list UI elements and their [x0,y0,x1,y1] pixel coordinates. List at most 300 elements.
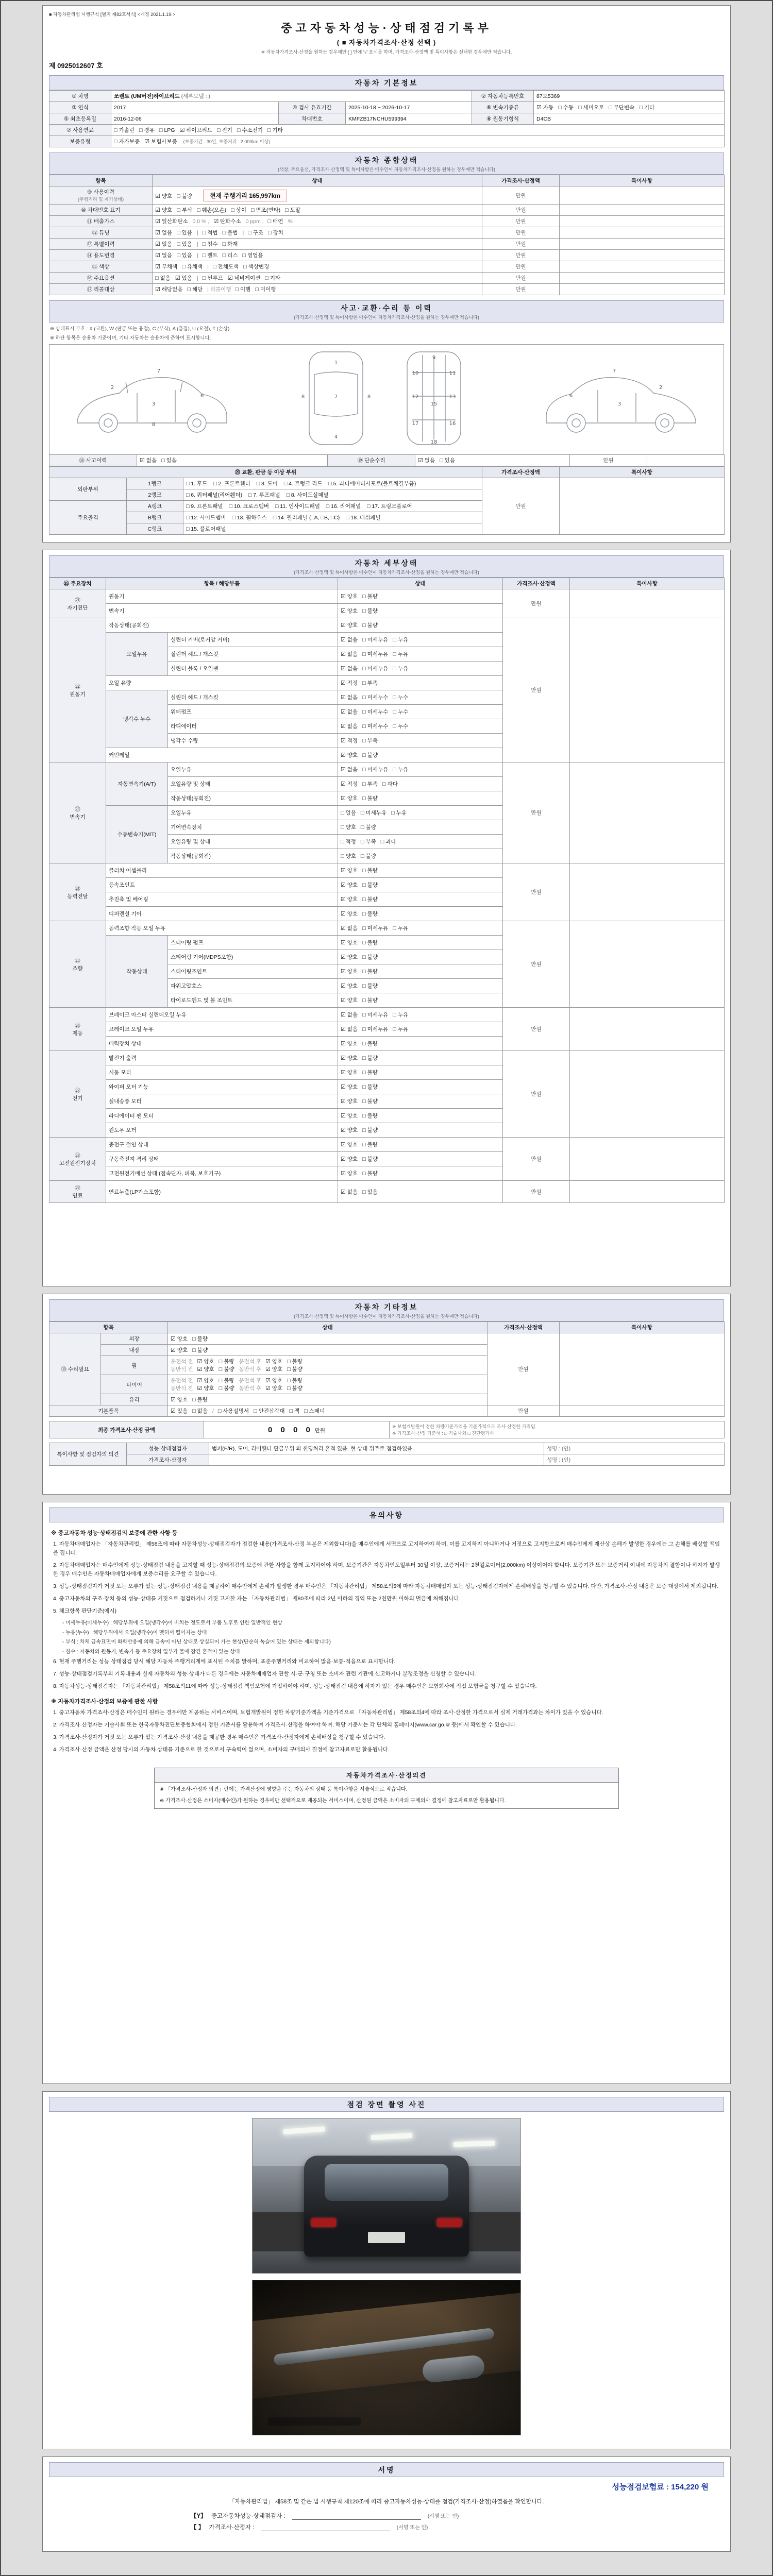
checkbox-icon: □ [362,767,366,773]
checkbox-불량[interactable]: □ 불량 [362,1084,378,1090]
checkbox-없음[interactable]: ☑ 없음 [155,230,173,236]
status-text: 동반석 전 [171,1385,193,1392]
checkbox-부식[interactable]: □ 부식 [177,207,192,213]
checkbox-수소전기[interactable]: □ 수소전기 [237,127,263,133]
checkbox-누수[interactable]: □ 누수 [393,709,409,715]
checkbox-양호[interactable]: ☑ 양호 [341,1127,358,1133]
checkbox-구조[interactable]: □ 구조 [248,230,264,236]
checkbox-있음[interactable]: ☑ 있음 [175,275,192,281]
inspection-photo-rear [252,2118,521,2274]
checkbox-양호[interactable]: ☑ 양호 [341,608,358,614]
status-cell [338,806,503,820]
checkbox-해당[interactable]: □ 해당 [187,286,203,293]
checkbox-없음[interactable]: ☑ 없음 [341,709,358,715]
checkbox-양호[interactable]: ☑ 양호 [341,1156,358,1162]
checkbox-적법[interactable]: □ 적법 [202,230,218,236]
checkbox-불량[interactable]: □ 불량 [362,940,378,946]
part-checkbox[interactable]: □ 14. 필러패널 (□A, □B, □C) [273,515,340,521]
section-notice: 유의사항 [49,1507,724,1522]
notice-subitem: - 침수 : 자동차의 원동기, 변속기 등 주요장치 일부가 물에 잠긴 흔적이 있는 상태 [62,1649,240,1655]
checkbox-양호[interactable]: ☑ 양호 [265,1378,283,1384]
checkbox-양호[interactable]: ☑ 양호 [341,983,358,989]
checkbox-icon: □ [268,230,272,236]
checkbox-양호[interactable]: ☑ 양호 [341,1055,358,1061]
part-checkbox[interactable]: □ 13. 휠하우스 [232,515,267,521]
checkbox-양호[interactable]: ☑ 양호 [265,1359,283,1365]
remark-cell [560,205,725,216]
part-checkbox[interactable]: □ 16. 리어패널 [326,503,361,510]
checkbox-미세누유[interactable]: □ 미세누유 [362,925,389,931]
checkbox-icon: ☑ [341,680,346,686]
status-cell [338,777,503,791]
status-cell [153,187,482,205]
checkbox-누수[interactable]: □ 누수 [393,723,409,730]
checkbox-변조(변타)[interactable]: □ 변조(변타) [250,207,281,213]
part-checkbox[interactable]: □ 18. 대쉬패널 [346,515,381,521]
checkbox-전기[interactable]: □ 전기 [217,127,232,133]
checkbox-전체도색[interactable]: □ 전체도색 [212,264,239,270]
part-checkbox[interactable]: □ 11. 인사이드패널 [275,503,320,510]
checkbox-없음[interactable]: ☑ 없음 [341,723,358,730]
checkbox-없음[interactable]: ☑ 없음 [341,925,358,931]
checkbox-없음[interactable]: ☑ 없음 [155,241,173,247]
status-text: | 리콜이행 [207,286,231,293]
checkbox-누유[interactable]: □ 누유 [393,1026,409,1032]
checkbox-미세누수[interactable]: □ 미세누수 [362,709,389,715]
signature-line[interactable] [292,2513,421,2520]
checkbox-양호[interactable]: ☑ 양호 [341,1098,358,1105]
checkbox-누유[interactable]: □ 누유 [393,651,409,657]
checkbox-누유[interactable]: □ 누유 [393,1012,409,1018]
svg-text:13: 13 [449,394,456,400]
checkbox-양호[interactable]: ☑ 양호 [341,954,358,960]
checkbox-부족[interactable]: □ 부족 [360,839,376,845]
checkbox-불량[interactable]: □ 불량 [362,882,378,888]
item-cell: 추진축 및 베어링 [106,892,338,907]
label-cell: ㉖ 제동 [49,1008,106,1051]
item-cell: 오일유량 및 상태 [168,777,338,791]
checkbox-양호[interactable]: ☑ 양호 [341,868,358,874]
checkbox-양호[interactable]: ☑ 양호 [171,1347,188,1353]
checkbox-보험사보증[interactable]: ☑ 보험사보증 [144,139,177,145]
checkbox-양호[interactable]: ☑ 양호 [171,1336,188,1342]
checkbox-불량[interactable]: □ 불량 [287,1385,303,1392]
checkbox-없음[interactable]: ☑ 없음 [341,694,358,701]
checkbox-기타[interactable]: □ 기타 [639,105,655,111]
checkbox-양호[interactable]: ☑ 양호 [341,1070,358,1076]
checkbox-썬루프[interactable]: □ 썬루프 [202,275,223,281]
checkbox-미세누수[interactable]: □ 미세누수 [362,723,389,730]
checkbox-불법[interactable]: □ 불법 [222,230,238,236]
label-cell: 2랭크 [127,489,183,501]
checkbox-불량[interactable]: □ 불량 [362,622,378,629]
checkbox-있음[interactable]: ☑ 있음 [171,1408,188,1414]
checkbox-불량[interactable]: □ 불량 [362,954,378,960]
item-cell: 브레이크 마스터 실린더오일 누유 [106,1008,338,1022]
checkbox-자동[interactable]: ☑ 자동 [536,105,554,111]
checkbox-불량[interactable]: □ 불량 [360,824,376,831]
page-subtitle-note: ※ 자동차가격조사·산정을 원하는 경우에만 [ ] 안에 '√' 표시를 하며, 가격조사·산정액 및 특이사항은 선택한 경우에만 적습니다. [261,49,512,55]
checkbox-양호[interactable]: ☑ 양호 [341,896,358,903]
checkbox-무단변속[interactable]: □ 무단변속 [609,105,635,111]
block-notice [42,1502,731,2084]
status-text: 동반석 전 [171,1366,193,1372]
checkbox-불량[interactable]: □ 불량 [362,795,378,802]
checkbox-미세누유[interactable]: □ 미세누유 [362,637,389,643]
checkbox-불량[interactable]: □ 불량 [362,1070,378,1076]
price-cell: 만원 [503,762,570,863]
checkbox-icon: ☑ [418,457,423,464]
status-text: | [207,264,209,270]
checkbox-미세누유[interactable]: □ 미세누유 [362,651,389,657]
checkbox-없음[interactable]: □ 없음 [192,1408,208,1414]
checkbox-icon: □ [393,666,396,672]
checkbox-네비게이션[interactable]: ☑ 네비게이션 [227,275,261,281]
checkbox-양호[interactable]: ☑ 양호 [341,1171,358,1177]
checkbox-이행[interactable]: □ 이행 [235,286,251,293]
checkbox-양호[interactable]: ☑ 양호 [155,193,173,199]
part-checkbox[interactable]: □ 1. 후드 [186,481,208,487]
checkbox-화재[interactable]: □ 화재 [222,241,238,247]
checkbox-침수[interactable]: □ 침수 [202,241,218,247]
price-cell: 만원 [482,239,560,250]
checkbox-잭[interactable]: □ 잭 [289,1408,300,1414]
checkbox-불량[interactable]: □ 불량 [362,1098,378,1105]
fuel-options [111,125,725,136]
checkbox-icon: □ [362,651,366,657]
checkbox-상이[interactable]: □ 상이 [231,207,246,213]
overall-condition-table [49,175,725,295]
checkbox-icon: ☑ [341,781,346,787]
checkbox-미세누유[interactable]: □ 미세누유 [362,1012,389,1018]
checkbox-색상변경[interactable]: □ 색상변경 [243,264,270,270]
checkbox-양호[interactable]: ☑ 양호 [341,882,358,888]
checkbox-없음[interactable]: ☑ 없음 [341,767,358,773]
label-cell: 외판부위 [49,478,127,501]
part-checkbox[interactable]: □ 7. 루프패널 [248,492,280,498]
checkbox-미세누수[interactable]: □ 미세누수 [362,694,389,701]
checkbox-양호[interactable]: ☑ 양호 [155,207,173,213]
checkbox-icon: □ [639,105,643,111]
checkbox-icon: ☑ [341,954,346,960]
checkbox-양호[interactable]: □ 양호 [341,824,356,831]
svg-text:1: 1 [334,360,338,366]
part-checkbox[interactable]: □ 3. 도어 [256,481,278,487]
checkbox-세미오토[interactable]: □ 세미오토 [578,105,604,111]
status-text: 운전석 후 [239,1378,261,1384]
checkbox-icon: □ [265,275,268,281]
checkbox-누유[interactable]: □ 누유 [393,637,409,643]
checkbox-자가보증[interactable]: □ 자가보증 [114,139,140,145]
checkbox-누유[interactable]: □ 누유 [391,810,407,816]
checkbox-불량[interactable]: □ 불량 [362,594,378,600]
checkbox-리스[interactable]: □ 리스 [222,252,238,259]
checkbox-누유[interactable]: □ 누유 [393,925,409,931]
checkbox-미세누유[interactable]: □ 미세누유 [362,1026,389,1032]
detail-condition-table [49,578,725,1203]
checkbox-안전삼각대[interactable]: □ 안전삼각대 [254,1408,285,1414]
checkbox-양호[interactable]: ☑ 양호 [197,1359,214,1365]
checkbox-유채색[interactable]: □ 유채색 [182,264,203,270]
checkbox-양호[interactable]: ☑ 양호 [341,795,358,802]
checkbox-과다[interactable]: □ 과다 [380,839,396,845]
svg-text:16: 16 [449,421,456,427]
checkbox-양호[interactable]: ☑ 양호 [197,1385,214,1392]
svg-text:11: 11 [449,370,456,376]
checkbox-해당없음[interactable]: ☑ 해당없음 [155,286,183,293]
checkbox-무채색[interactable]: ☑ 무채색 [155,264,178,270]
checkbox-일산화탄소[interactable]: ☑ 일산화탄소 [155,218,188,225]
checkbox-icon: □ [362,1189,366,1195]
price-cell: 만원 [503,1008,570,1051]
checkbox-수동[interactable]: □ 수동 [558,105,574,111]
checkbox-양호[interactable]: ☑ 양호 [341,911,358,917]
checkbox-양호[interactable]: ☑ 양호 [341,622,358,629]
checkbox-미세누유[interactable]: □ 미세누유 [360,810,387,816]
checkbox-과다[interactable]: □ 과다 [382,781,398,787]
status-cell [338,1094,503,1109]
item-cell: 디퍼렌셜 기어 [106,907,338,921]
checkbox-icon: □ [267,127,271,133]
checkbox-없음[interactable]: ☑ 없음 [418,457,435,464]
checkbox-미세누유[interactable]: □ 미세누유 [362,666,389,672]
checkbox-불량[interactable]: □ 불량 [362,997,378,1004]
checkbox-icon: □ [219,1366,223,1372]
checkbox-누유[interactable]: □ 누유 [393,767,409,773]
checkbox-양호[interactable]: ☑ 양호 [197,1378,214,1384]
checkbox-없음[interactable]: ☑ 없음 [341,1026,358,1032]
checkbox-icon: □ [362,795,366,802]
item-cell: 커먼레일 [106,748,338,762]
part-checkbox[interactable]: □ 2. 프론트휀더 [213,481,250,487]
checkbox-부족[interactable]: □ 부족 [362,738,378,744]
checkbox-양호[interactable]: ☑ 양호 [265,1366,283,1372]
overall-row [49,205,725,216]
checkbox-렌트[interactable]: □ 렌트 [202,252,218,259]
label-cell: ㉕ 조향 [49,921,106,1008]
checkbox-icon: □ [219,1385,223,1392]
checkbox-없음[interactable]: □ 없음 [155,275,171,281]
checkbox-있음[interactable]: □ 있음 [362,1189,378,1195]
inspection-insurance-fee [49,2481,709,2492]
checkbox-없음[interactable]: ☑ 없음 [341,1012,358,1018]
checkbox-불량[interactable]: □ 불량 [362,1171,378,1177]
checkbox-사용설명서[interactable]: □ 사용설명서 [217,1408,249,1414]
checkbox-불량[interactable]: □ 불량 [192,1336,208,1342]
checkbox-부족[interactable]: □ 부족 [362,781,378,787]
checkbox-부족[interactable]: □ 부족 [362,680,378,686]
checkbox-양호[interactable]: ☑ 양호 [341,969,358,975]
opinion-row [49,1454,725,1466]
value-cell [534,102,725,113]
checkbox-icon: □ [196,207,200,213]
price-cell: 만원 [482,250,560,261]
checkbox-양호[interactable]: ☑ 양호 [341,594,358,600]
label-cell: 자동변속기(A/T) [106,762,168,806]
checkbox-있음[interactable]: □ 있음 [440,457,455,464]
notice-item: 3. 성능·상태점검자가 거짓 또는 오류가 있는 성능·상태점검 내용을 제공하여 매수인에게 손해가 발생한 경우 매수인은 「자동차관리법」 제58조의5에 따라 자동차매매업자 또는 성능·상태점검자에게 손해배상을 청구할 수 있습니다. 다만, 가격조사·산정 내용은 보증 대상에서 제외됩니다. [53,1583,718,1589]
checkbox-icon: □ [360,810,364,816]
checkbox-불량[interactable]: □ 불량 [177,193,192,199]
checkbox-양호[interactable]: ☑ 양호 [341,752,358,758]
checkbox-icon: ☑ [341,1012,346,1018]
checkbox-있음[interactable]: □ 있음 [177,252,192,259]
checkbox-icon: ☑ [155,252,160,259]
label-cell: ⑫ 튜닝 [49,227,153,239]
checkbox-적정[interactable]: □ 적정 [341,839,356,845]
item-cell: 연료누출(LP가스포함) [106,1181,338,1203]
checkbox-적정[interactable]: ☑ 적정 [341,781,358,787]
checkbox-훼손(오손)[interactable]: □ 훼손(오손) [196,207,227,213]
checkbox-icon: □ [222,252,226,259]
checkbox-불량[interactable]: □ 불량 [192,1397,208,1403]
checkbox-icon: ☑ [341,1098,346,1105]
remark-cell [570,618,725,762]
checkbox-양호[interactable]: ☑ 양호 [341,1084,358,1090]
part-checkbox[interactable]: □ 6. 쿼터패널(리어휀더) [186,492,243,498]
part-checkbox[interactable]: □ 9. 프론트패널 [186,503,223,510]
status-text: % [288,218,293,225]
checkbox-불량[interactable]: □ 불량 [362,983,378,989]
checkbox-매연[interactable]: □ 매연 [267,218,283,225]
part-checkbox[interactable]: □ 4. 트렁크 리드 [283,481,323,487]
checkbox-불량[interactable]: □ 불량 [219,1359,234,1365]
column-header: 상태 [153,175,482,187]
checkbox-불량[interactable]: □ 불량 [219,1385,234,1392]
checkbox-있음[interactable]: □ 있음 [161,457,177,464]
checkbox-불량[interactable]: □ 불량 [362,1156,378,1162]
checkbox-양호[interactable]: ☑ 양호 [341,1142,358,1148]
checkbox-icon: □ [362,1156,366,1162]
checkbox-없음[interactable]: ☑ 없음 [140,457,157,464]
parts-cell [183,523,482,535]
checkbox-icon: □ [362,694,366,701]
notice-body [49,1529,724,1754]
page-title: 중고자동차성능·상태점검기록부 [281,22,492,35]
checkbox-불량[interactable]: □ 불량 [219,1366,234,1372]
checkbox-불량[interactable]: □ 불량 [192,1347,208,1353]
checkbox-경유[interactable]: □ 경유 [139,127,155,133]
checkbox-기타[interactable]: □ 기타 [267,127,283,133]
checkbox-미세누유[interactable]: □ 미세누유 [362,767,389,773]
checkbox-하이브리드[interactable]: ☑ 하이브리드 [179,127,212,133]
part-checkbox[interactable]: □ 15. 플로어패널 [186,526,226,532]
checkbox-누유[interactable]: □ 누유 [393,666,409,672]
checkbox-양호[interactable]: ☑ 양호 [341,997,358,1004]
status-cell [338,604,503,618]
checkbox-도말[interactable]: □ 도말 [285,207,300,213]
checkbox-없음[interactable]: ☑ 없음 [155,252,173,259]
checkbox-불량[interactable]: □ 불량 [362,868,378,874]
status-cell [153,261,482,273]
checkbox-스패너[interactable]: □ 스패너 [304,1408,325,1414]
checkbox-누수[interactable]: □ 누수 [393,694,409,701]
checkbox-LPG[interactable]: □ LPG [159,127,175,133]
checkbox-기타[interactable]: □ 기타 [265,275,281,281]
checkbox-불량[interactable]: □ 불량 [362,911,378,917]
checkbox-적정[interactable]: ☑ 적정 [341,680,358,686]
checkbox-icon: □ [222,241,226,247]
part-checkbox[interactable]: □ 10. 크로스멤버 [229,503,270,510]
checkbox-icon: □ [362,723,366,730]
checkbox-없음[interactable]: ☑ 없음 [341,651,358,657]
label-cell: ⑮ 색상 [49,261,153,273]
checkbox-가솔린[interactable]: □ 가솔린 [114,127,135,133]
checkbox-적정[interactable]: ☑ 적정 [341,738,358,744]
item-cell: 작동상태(공회전) [168,791,338,806]
value-cell: 87오5369 [534,91,725,102]
checkbox-양호[interactable]: ☑ 양호 [197,1366,214,1372]
checkbox-양호[interactable]: ☑ 양호 [341,940,358,946]
checkbox-icon: □ [202,252,206,259]
part-checkbox[interactable]: □ 17. 트렁크플로어 [367,503,412,510]
signer-row [191,2512,582,2520]
final-price-notes: ※ 보험개발원이 정한 차량기준가액을 기준가격으로 조사·산정한 가격임 ※ 가격조사·산정 기준서 : □ 기술사회 □ 진단평가사 [390,1421,725,1438]
checkbox-있음[interactable]: □ 있음 [177,241,192,247]
status-cell [338,748,503,762]
checkbox-불량[interactable]: □ 불량 [362,1055,378,1061]
detail-row [49,1008,725,1022]
checkbox-불량[interactable]: □ 불량 [287,1359,303,1365]
label-cell: 1랭크 [127,478,183,489]
part-checkbox[interactable]: □ 12. 사이드멤버 [186,515,226,521]
checkbox-icon: □ [250,207,255,213]
checkbox-불량[interactable]: □ 불량 [362,752,378,758]
checkbox-장치[interactable]: □ 장치 [268,230,283,236]
svg-text:9: 9 [432,355,436,361]
checkbox-미이행[interactable]: □ 미이행 [255,286,276,293]
checkbox-불량[interactable]: □ 불량 [362,896,378,903]
checkbox-불량[interactable]: □ 불량 [362,608,378,614]
checkbox-불량[interactable]: □ 불량 [362,1041,378,1047]
checkbox-있음[interactable]: □ 있음 [177,230,192,236]
checkbox-icon: ☑ [341,738,346,744]
price-cell: 만원 [482,227,560,239]
checkbox-icon: □ [114,127,117,133]
checkbox-icon: □ [341,824,344,831]
checkbox-영업용[interactable]: □ 영업용 [242,252,263,259]
checkbox-없음[interactable]: □ 없음 [341,810,356,816]
checkbox-불량[interactable]: □ 불량 [287,1378,303,1384]
checkbox-icon: ☑ [155,230,160,236]
checkbox-탄화수소[interactable]: ☑ 탄화수소 [213,218,241,225]
checkbox-양호[interactable]: ☑ 양호 [341,1041,358,1047]
checkbox-없음[interactable]: ☑ 없음 [341,1189,358,1195]
signature-line[interactable] [261,2524,390,2531]
label-cell: 수동변속기(M/T) [106,806,168,863]
checkbox-없음[interactable]: ☑ 없음 [341,666,358,672]
checkbox-icon: ☑ [341,940,346,946]
checkbox-불량[interactable]: □ 불량 [362,1113,378,1119]
checkbox-icon: ☑ [341,694,346,701]
checkbox-불량[interactable]: □ 불량 [362,1127,378,1133]
part-checkbox[interactable]: □ 8. 사이드실패널 [286,492,329,498]
checkbox-양호[interactable]: ☑ 양호 [341,1113,358,1119]
checkbox-양호[interactable]: □ 양호 [341,853,356,859]
checkbox-불량[interactable]: □ 불량 [362,969,378,975]
checkbox-불량[interactable]: □ 불량 [287,1366,303,1372]
checkbox-없음[interactable]: ☑ 없음 [341,637,358,643]
checkbox-불량[interactable]: □ 불량 [362,1142,378,1148]
checkbox-양호[interactable]: ☑ 양호 [265,1385,283,1392]
item-cell: 오일 유량 [106,676,338,690]
checkbox-불량[interactable]: □ 불량 [219,1378,234,1384]
label-cell: ⑰ 리콜대상 [49,284,153,295]
checkbox-양호[interactable]: ☑ 양호 [171,1397,188,1403]
part-checkbox[interactable]: □ 5. 라디에이터서포트(볼트체결부품) [328,481,416,487]
checkbox-불량[interactable]: □ 불량 [360,853,376,859]
checkbox-icon: ☑ [341,882,346,888]
